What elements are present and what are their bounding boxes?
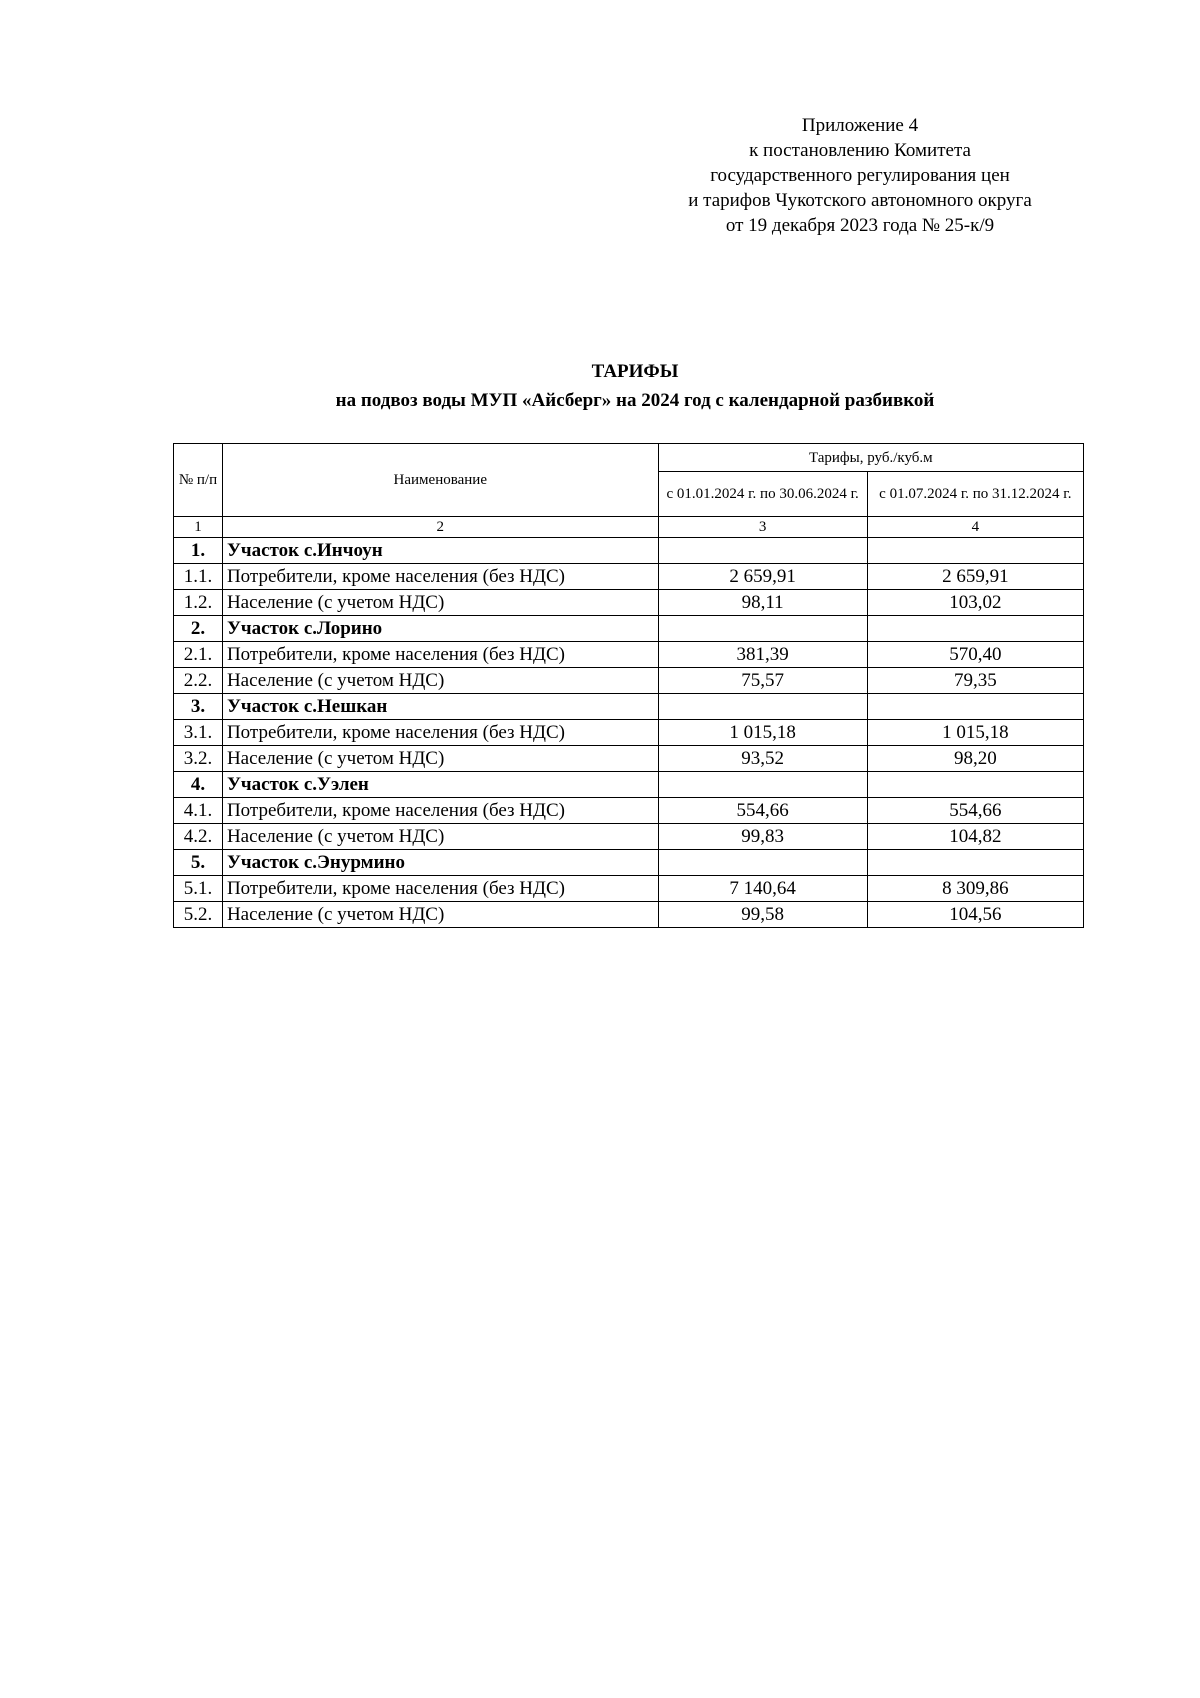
section-row (174, 772, 1084, 798)
appendix-line: к постановлению Комитета (749, 140, 971, 161)
row-name: Потребители, кроме населения (без НДС) (222, 642, 658, 668)
row-name: Население (с учетом НДС) (222, 824, 658, 850)
tariff-period-2: 8 309,86 (867, 876, 1083, 902)
tariff-period-2 (867, 772, 1083, 798)
tariff-period-1 (658, 772, 867, 798)
header-name: Наименование (222, 444, 658, 517)
tariff-period-2: 104,56 (867, 902, 1083, 928)
tariff-period-1: 381,39 (658, 642, 867, 668)
row-number: 1.2. (174, 590, 223, 616)
row-name: Участок с.Лорино (222, 616, 658, 642)
table-row (174, 642, 1084, 668)
row-number: 5.2. (174, 902, 223, 928)
tariff-period-2: 2 659,91 (867, 564, 1083, 590)
document-title (0, 357, 1200, 415)
title-subtitle: на подвоз воды МУП «Айсберг» на 2024 год с календарной разбивкой (335, 390, 935, 411)
row-number: 4.2. (174, 824, 223, 850)
tariff-period-1: 99,83 (658, 824, 867, 850)
row-name: Население (с учетом НДС) (222, 746, 658, 772)
table-body (174, 538, 1084, 928)
column-index: 4 (867, 517, 1083, 538)
table-row (174, 720, 1084, 746)
tariffs-table (173, 443, 1084, 928)
tariff-period-2: 104,82 (867, 824, 1083, 850)
appendix-line: от 19 декабря 2023 года № 25-к/9 (725, 215, 995, 236)
tariff-period-1: 98,11 (658, 590, 867, 616)
row-number: 5. (174, 850, 223, 876)
row-name: Участок с.Уэлен (222, 772, 658, 798)
row-name: Население (с учетом НДС) (222, 668, 658, 694)
tariff-period-2: 570,40 (867, 642, 1083, 668)
tariff-period-2 (867, 850, 1083, 876)
tariff-period-2: 79,35 (867, 668, 1083, 694)
table-row (174, 668, 1084, 694)
row-number: 2. (174, 616, 223, 642)
tariff-period-1 (658, 616, 867, 642)
tariff-period-2 (867, 694, 1083, 720)
header-period-1: с 01.01.2024 г. по 30.06.2024 г. (658, 472, 867, 517)
column-index: 3 (658, 517, 867, 538)
tariff-period-1: 2 659,91 (658, 564, 867, 590)
appendix-line: Приложение 4 (801, 115, 919, 136)
table-header-row (174, 444, 1084, 472)
table-row (174, 902, 1084, 928)
row-name: Участок с.Энурмино (222, 850, 658, 876)
row-number: 5.1. (174, 876, 223, 902)
tariff-period-2 (867, 538, 1083, 564)
tariff-period-2: 1 015,18 (867, 720, 1083, 746)
row-name: Потребители, кроме населения (без НДС) (222, 798, 658, 824)
table-row (174, 876, 1084, 902)
column-index-row (174, 517, 1084, 538)
tariff-period-1 (658, 694, 867, 720)
row-number: 2.1. (174, 642, 223, 668)
tariff-period-1: 75,57 (658, 668, 867, 694)
tariff-period-1: 1 015,18 (658, 720, 867, 746)
table-row (174, 564, 1084, 590)
column-index: 2 (222, 517, 658, 538)
table-row (174, 746, 1084, 772)
header-num: № п/п (174, 444, 223, 517)
tariff-period-1: 554,66 (658, 798, 867, 824)
row-number: 2.2. (174, 668, 223, 694)
row-name: Население (с учетом НДС) (222, 590, 658, 616)
row-name: Потребители, кроме населения (без НДС) (222, 720, 658, 746)
section-row (174, 616, 1084, 642)
tariff-period-1 (658, 538, 867, 564)
appendix-note (640, 113, 1080, 238)
column-index: 1 (174, 517, 223, 538)
section-row (174, 850, 1084, 876)
row-number: 1.1. (174, 564, 223, 590)
row-number: 3.2. (174, 746, 223, 772)
row-number: 3. (174, 694, 223, 720)
appendix-line: и тарифов Чукотского автономного округа (688, 190, 1032, 211)
title-main: ТАРИФЫ (591, 361, 679, 382)
table-row (174, 824, 1084, 850)
row-number: 4.1. (174, 798, 223, 824)
tariff-period-2: 554,66 (867, 798, 1083, 824)
tariff-period-1 (658, 850, 867, 876)
section-row (174, 538, 1084, 564)
row-name: Участок с.Инчоун (222, 538, 658, 564)
header-tariffs: Тарифы, руб./куб.м (658, 444, 1083, 472)
appendix-line: государственного регулирования цен (710, 165, 1010, 186)
row-name: Участок с.Нешкан (222, 694, 658, 720)
table-row (174, 590, 1084, 616)
row-name: Потребители, кроме населения (без НДС) (222, 564, 658, 590)
table-row (174, 798, 1084, 824)
tariff-period-1: 7 140,64 (658, 876, 867, 902)
tariff-period-1: 93,52 (658, 746, 867, 772)
section-row (174, 694, 1084, 720)
tariff-period-1: 99,58 (658, 902, 867, 928)
row-name: Потребители, кроме населения (без НДС) (222, 876, 658, 902)
tariff-period-2: 98,20 (867, 746, 1083, 772)
row-number: 4. (174, 772, 223, 798)
row-number: 1. (174, 538, 223, 564)
tariff-period-2 (867, 616, 1083, 642)
tariff-period-2: 103,02 (867, 590, 1083, 616)
header-period-2: с 01.07.2024 г. по 31.12.2024 г. (867, 472, 1083, 517)
row-name: Население (с учетом НДС) (222, 902, 658, 928)
row-number: 3.1. (174, 720, 223, 746)
